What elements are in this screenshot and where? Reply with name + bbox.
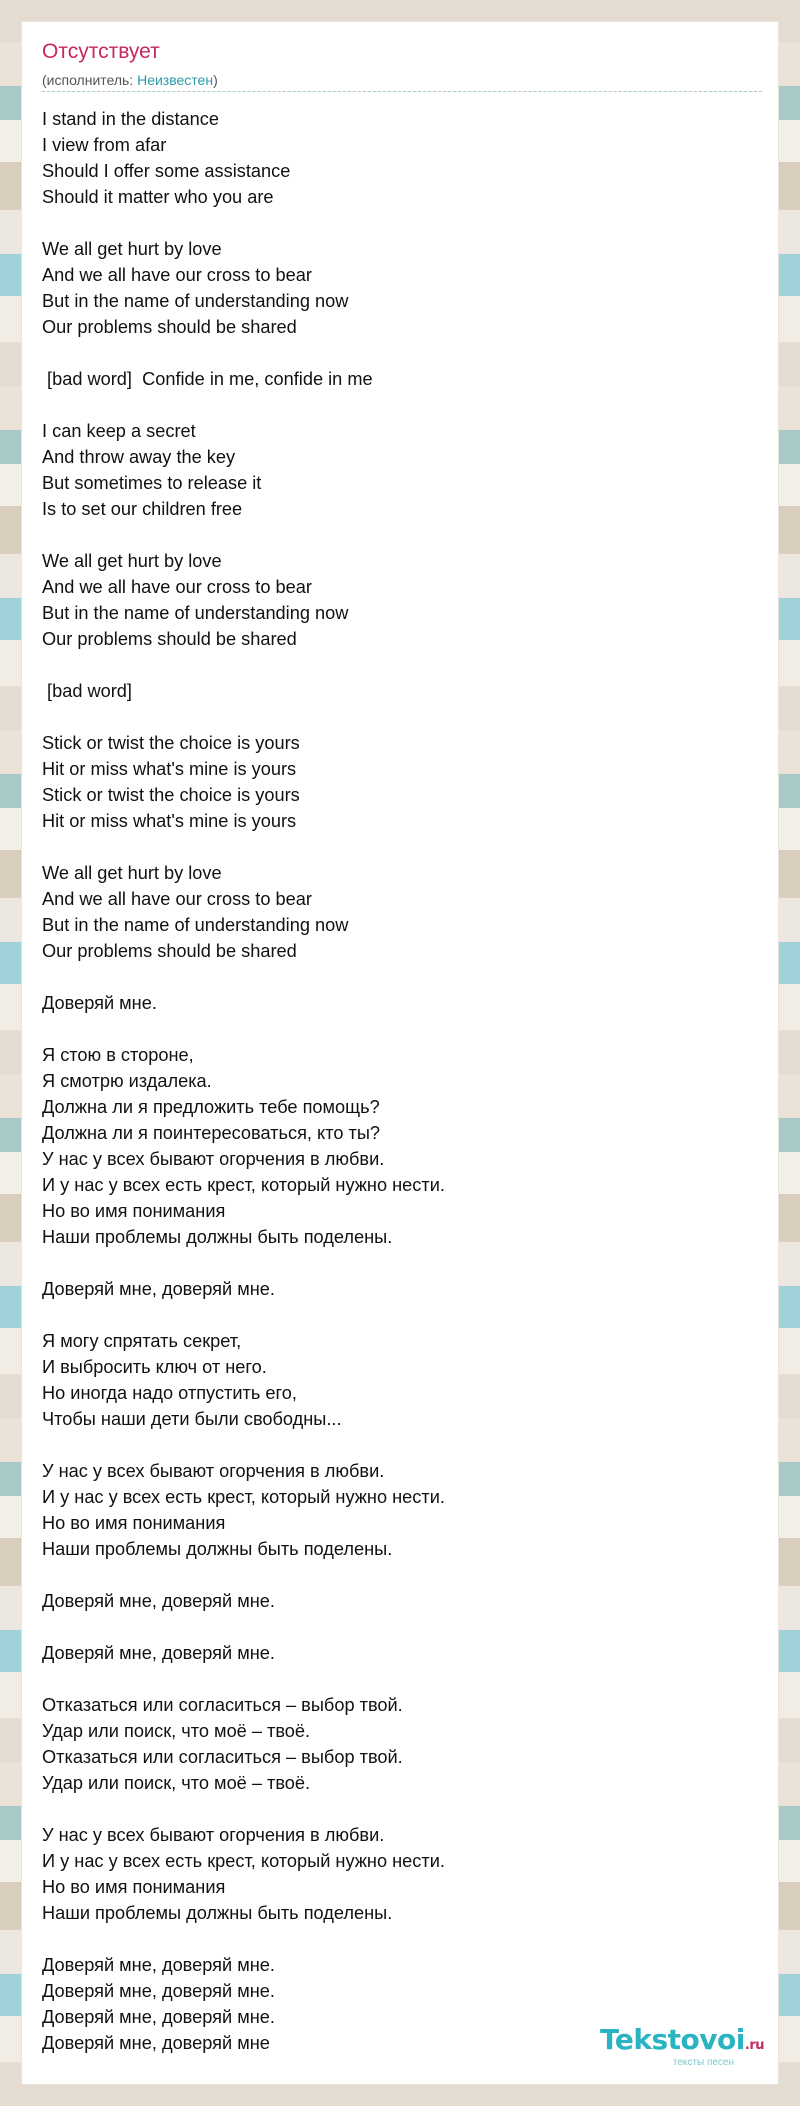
lyric-line: Но во имя понимания bbox=[42, 1201, 226, 1221]
lyric-line: Я стою в стороне, bbox=[42, 1045, 194, 1065]
lyric-line: Наши проблемы должны быть поделены. bbox=[42, 1903, 393, 1923]
lyrics-text bbox=[42, 106, 742, 2056]
lyric-line: Чтобы наши дети были свободны... bbox=[42, 1409, 342, 1429]
lyric-line: But sometimes to release it bbox=[42, 473, 262, 493]
lyric-line bbox=[42, 210, 742, 236]
lyric-line: I can keep a secret bbox=[42, 421, 196, 441]
lyric-line bbox=[42, 1432, 742, 1458]
lyric-line: Доверяй мне, доверяй мне. bbox=[42, 1981, 275, 2001]
lyric-line bbox=[42, 392, 742, 418]
lyric-line bbox=[42, 834, 742, 860]
lyric-line: And we all have our cross to bear bbox=[42, 889, 312, 909]
lyric-line: I stand in the distance bbox=[42, 109, 219, 129]
lyric-line: Our problems should be shared bbox=[42, 941, 297, 961]
lyric-line bbox=[42, 652, 742, 678]
lyric-line: Доверяй мне, доверяй мне. bbox=[42, 1591, 275, 1611]
lyric-line bbox=[42, 704, 742, 730]
logo-tld: .ru bbox=[744, 2038, 764, 2053]
lyric-line: Stick or twist the choice is yours bbox=[42, 785, 300, 805]
lyric-line: Я могу спрятать секрет, bbox=[42, 1331, 242, 1351]
lyric-line bbox=[42, 1614, 742, 1640]
performer-close: ) bbox=[213, 72, 218, 88]
lyric-line bbox=[42, 1796, 742, 1822]
lyric-line bbox=[42, 1926, 742, 1952]
song-title: Отсутствует bbox=[42, 40, 160, 63]
lyric-line: Доверяй мне, доверяй мне. bbox=[42, 1955, 275, 1975]
lyric-line: У нас у всех бывают огорчения в любви. bbox=[42, 1825, 385, 1845]
lyric-line: Но иногда надо отпустить его, bbox=[42, 1383, 297, 1403]
lyric-line: Should I offer some assistance bbox=[42, 161, 291, 181]
lyric-line bbox=[42, 340, 742, 366]
lyric-line: We all get hurt by love bbox=[42, 863, 222, 883]
lyric-line: И у нас у всех есть крест, который нужно нести. bbox=[42, 1851, 445, 1871]
performer-line bbox=[42, 72, 218, 88]
lyrics-card bbox=[22, 22, 778, 2084]
lyric-line: Доверяй мне, доверяй мне. bbox=[42, 1643, 275, 1663]
lyric-line: Our problems should be shared bbox=[42, 629, 297, 649]
lyric-line: And throw away the key bbox=[42, 447, 236, 467]
lyric-line: Should it matter who you are bbox=[42, 187, 274, 207]
lyric-line: Но во имя понимания bbox=[42, 1877, 226, 1897]
lyric-line: Stick or twist the choice is yours bbox=[42, 733, 300, 753]
lyric-line: And we all have our cross to bear bbox=[42, 577, 312, 597]
lyric-line: И выбросить ключ от него. bbox=[42, 1357, 267, 1377]
lyric-line: Hit or miss what's mine is yours bbox=[42, 759, 297, 779]
logo-tagline: тексты песен bbox=[672, 2057, 734, 2068]
lyric-line: И у нас у всех есть крест, который нужно нести. bbox=[42, 1175, 445, 1195]
lyric-line: Но во имя понимания bbox=[42, 1513, 226, 1533]
lyric-line: Удар или поиск, что моё – твоё. bbox=[42, 1773, 311, 1793]
lyric-line: Наши проблемы должны быть поделены. bbox=[42, 1227, 393, 1247]
lyric-line bbox=[42, 1666, 742, 1692]
lyric-line: [bad word] bbox=[42, 681, 132, 701]
lyric-line bbox=[42, 1302, 742, 1328]
lyric-line: [bad word] Confide in me, confide in me bbox=[42, 369, 373, 389]
lyric-line: But in the name of understanding now bbox=[42, 291, 349, 311]
lyric-line bbox=[42, 1562, 742, 1588]
lyric-line: Отказаться или согласиться – выбор твой. bbox=[42, 1695, 403, 1715]
lyric-line: I view from afar bbox=[42, 135, 167, 155]
lyric-line: Доверяй мне, доверяй мне. bbox=[42, 2007, 275, 2027]
lyric-line: We all get hurt by love bbox=[42, 551, 222, 571]
lyric-line: Я смотрю издалека. bbox=[42, 1071, 212, 1091]
lyric-line: Доверяй мне, доверяй мне bbox=[42, 2033, 270, 2053]
lyric-line: У нас у всех бывают огорчения в любви. bbox=[42, 1461, 385, 1481]
performer-link[interactable]: Неизвестен bbox=[137, 72, 214, 88]
lyric-line: Our problems should be shared bbox=[42, 317, 297, 337]
lyric-line: But in the name of understanding now bbox=[42, 603, 349, 623]
lyric-line: У нас у всех бывают огорчения в любви. bbox=[42, 1149, 385, 1169]
lyric-line: Доверяй мне, доверяй мне. bbox=[42, 1279, 275, 1299]
title-divider bbox=[42, 91, 762, 92]
performer-label: (исполнитель: bbox=[42, 72, 138, 88]
lyric-line: Должна ли я предложить тебе помощь? bbox=[42, 1097, 380, 1117]
lyric-line: We all get hurt by love bbox=[42, 239, 222, 259]
lyric-line: Наши проблемы должны быть поделены. bbox=[42, 1539, 393, 1559]
lyric-line: Отказаться или согласиться – выбор твой. bbox=[42, 1747, 403, 1767]
site-logo[interactable] bbox=[600, 2025, 764, 2068]
lyric-line: Is to set our children free bbox=[42, 499, 243, 519]
lyric-line: И у нас у всех есть крест, который нужно нести. bbox=[42, 1487, 445, 1507]
lyric-line: Доверяй мне. bbox=[42, 993, 157, 1013]
lyric-line: And we all have our cross to bear bbox=[42, 265, 312, 285]
logo-wordmark: Tekstovoi bbox=[600, 2023, 745, 2056]
lyric-line bbox=[42, 964, 742, 990]
lyric-line: Hit or miss what's mine is yours bbox=[42, 811, 297, 831]
lyric-line bbox=[42, 1016, 742, 1042]
lyric-line: Должна ли я поинтересоваться, кто ты? bbox=[42, 1123, 381, 1143]
lyric-line: But in the name of understanding now bbox=[42, 915, 349, 935]
lyric-line bbox=[42, 1250, 742, 1276]
lyric-line bbox=[42, 522, 742, 548]
lyric-line: Удар или поиск, что моё – твоё. bbox=[42, 1721, 311, 1741]
